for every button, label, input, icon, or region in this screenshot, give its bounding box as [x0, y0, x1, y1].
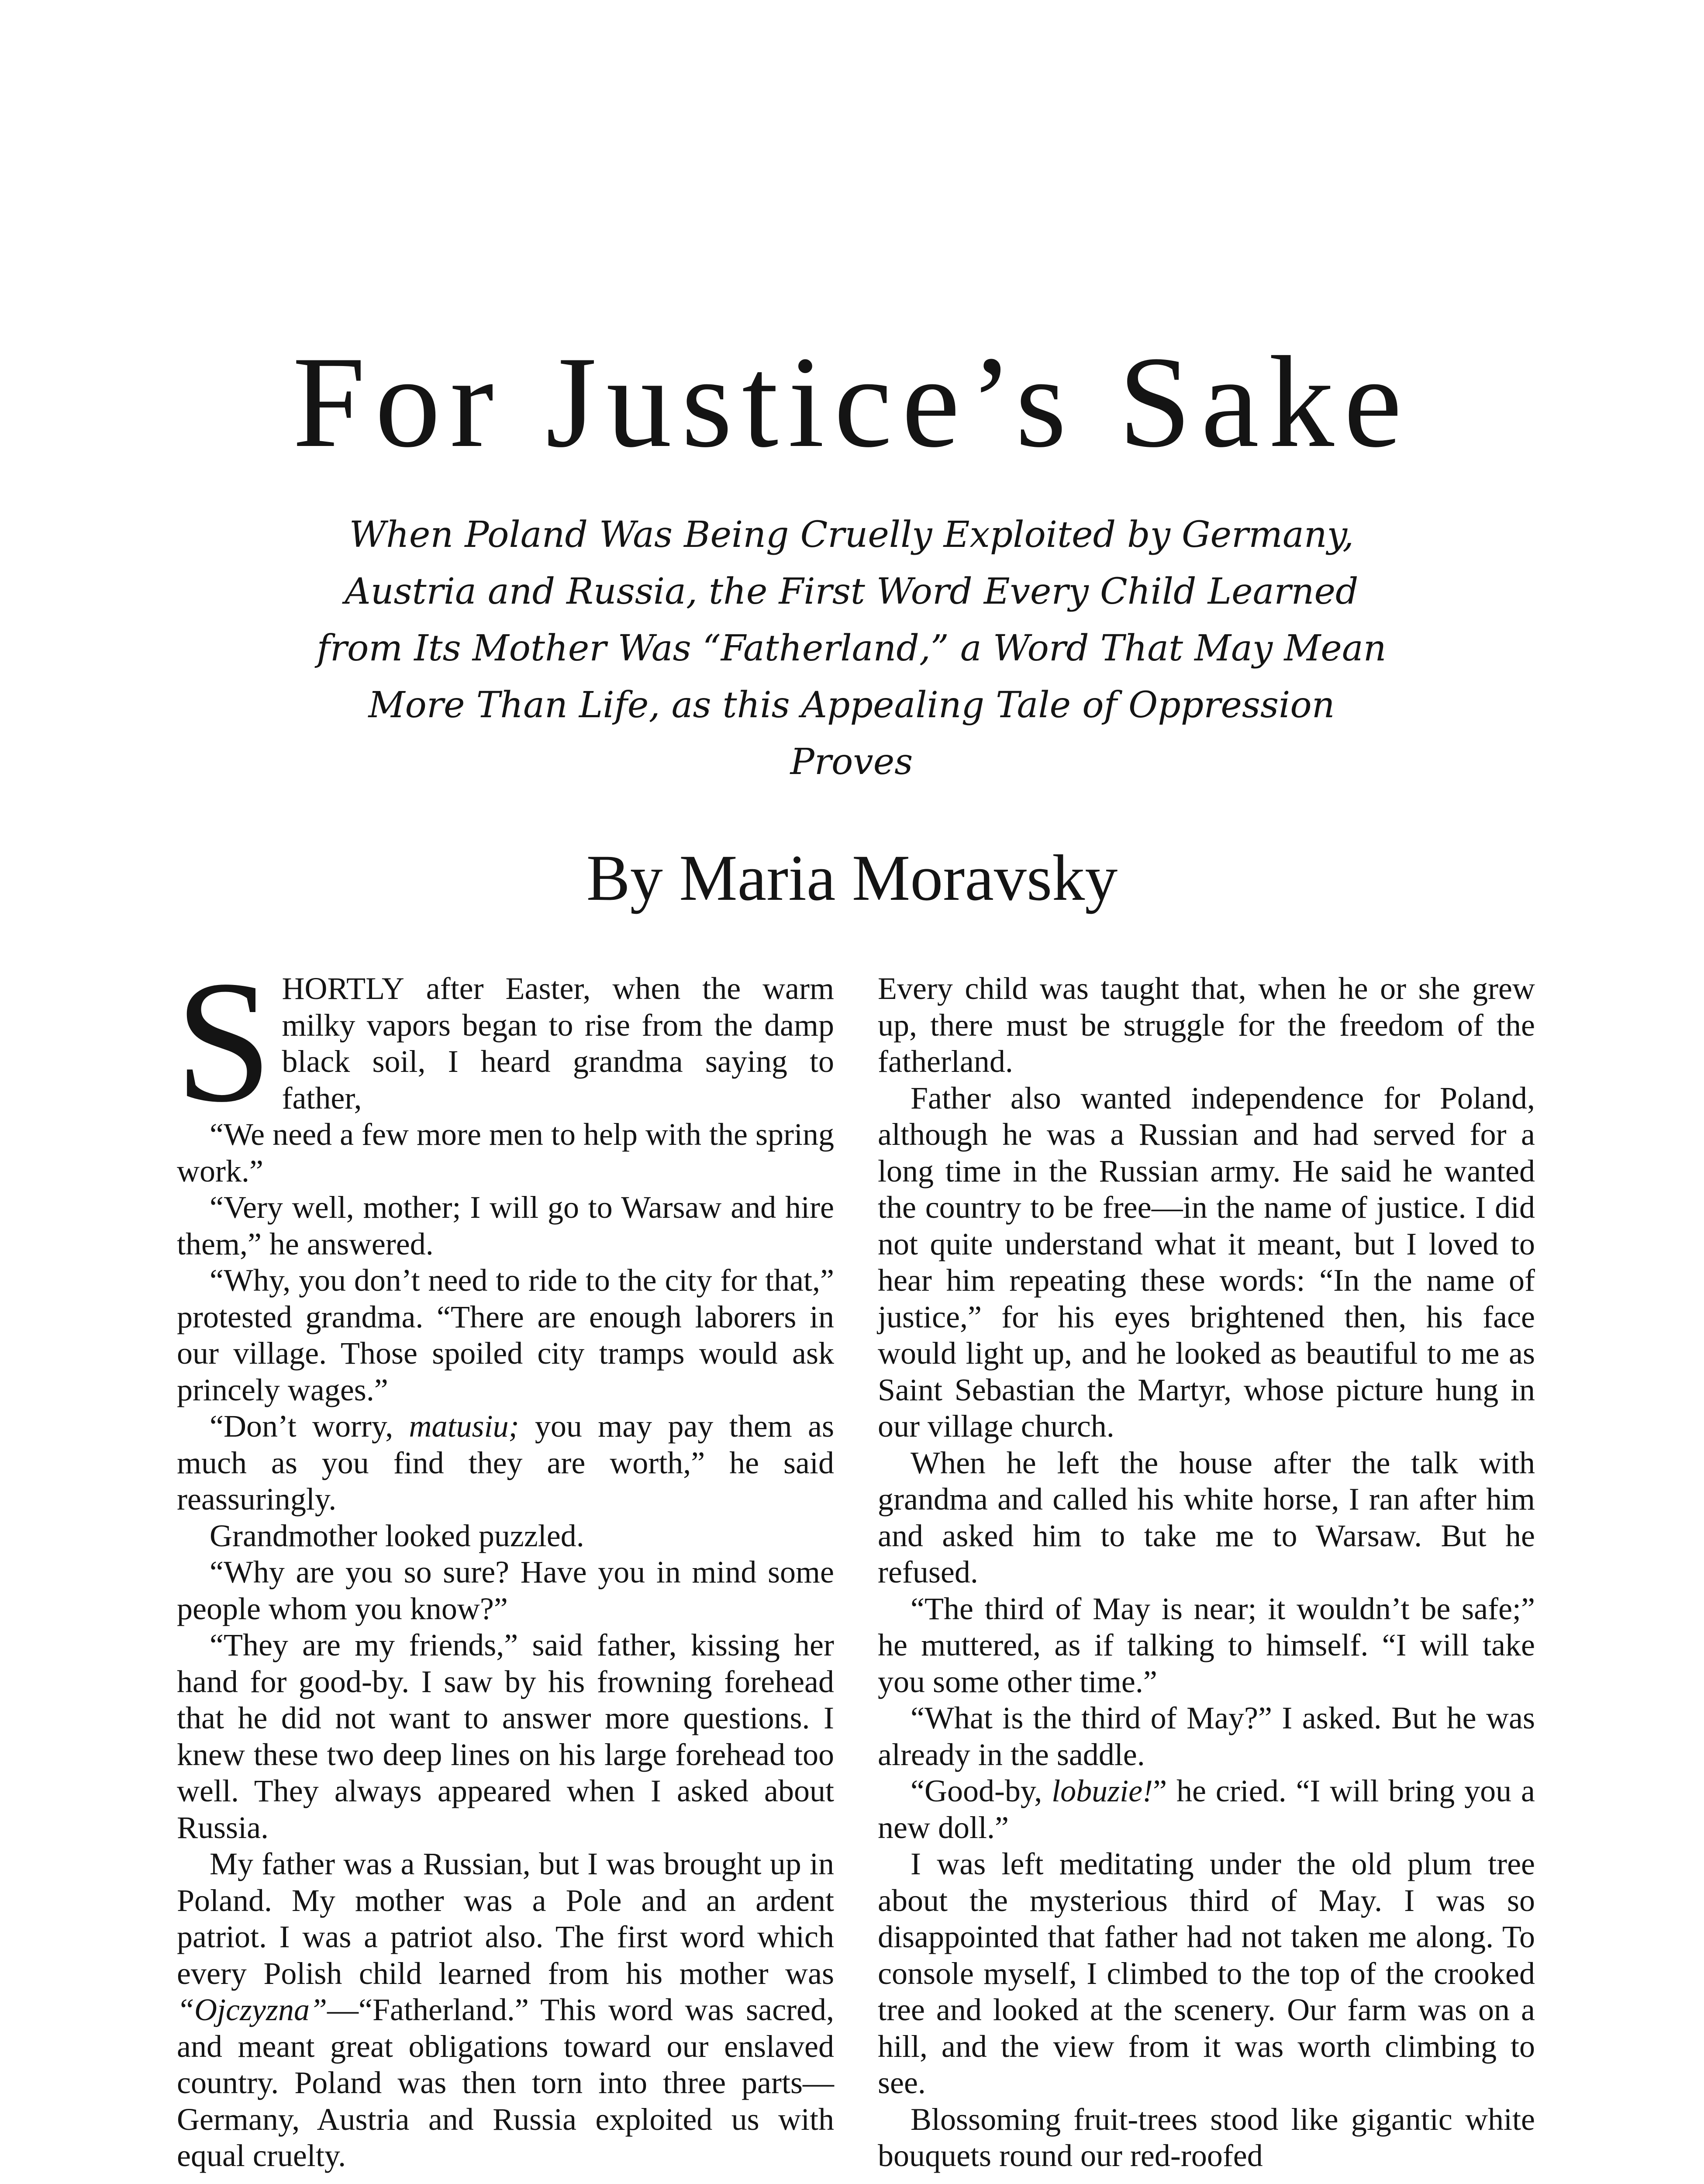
- italic-word: lobuzie!: [1052, 1773, 1153, 1808]
- italic-word: matusiu;: [409, 1409, 519, 1444]
- article-byline: By Maria Moravsky: [586, 842, 1118, 914]
- paragraph: Blossoming fruit-trees stood like gigantic white bouquets round our red-roofed: [878, 2101, 1535, 2173]
- drop-cap: S: [175, 945, 273, 1138]
- article-subtitle: When Poland Was Being Cruelly Exploited by Germany, Austria and Russia, the First Word Every Child Learned from Its Mother Was “Fatherland,” a Word That May Mean More Than Life, as this Appealing Tale of Oppression Proves: [317, 514, 1387, 783]
- paragraph-text: ” he cried. “I will bring you a new doll.”: [878, 1773, 1535, 1845]
- paragraph: Grandmother looked puzzled.: [210, 1518, 584, 1553]
- article-title: For Justice’s Sake: [292, 329, 1412, 474]
- text-column-right: [878, 971, 1535, 2174]
- paragraph: “We need a few more men to help with the spring work.”: [177, 1117, 834, 1189]
- text-column-left: [175, 945, 835, 2174]
- paragraph: “Why, you don’t need to ride to the city for that,” protested grandma. “There are enough laborers in our village. Those spoiled city tramps would ask princely wages.”: [177, 1263, 834, 1407]
- paragraph-text: “Good-by,: [911, 1773, 1052, 1808]
- opening-smallcaps: HORTLY: [282, 971, 404, 1006]
- paragraph: “Very well, mother; I will go to Warsaw and hire them,” he answered.: [177, 1190, 834, 1261]
- paragraph: I was left meditating under the old plum tree about the mysterious third of May. I was so disappointed that father had not taken me along. To console myself, I climbed to the top of the crooked tree and looked at the scenery. Our farm was on a hill, and the view from it was worth climbing to see.: [878, 1846, 1535, 2100]
- italic-word: “Ojczyzna”: [177, 1992, 328, 2027]
- paragraph-text: My father was a Russian, but I was brought up in Poland. My mother was a Pole and an ardent patriot. I was a patriot also. The first word which every Polish child learned from his mother was: [177, 1846, 834, 1991]
- paragraph: [177, 1846, 834, 2174]
- paragraph: When he left the house after the talk with grandma and called his white horse, I ran after him and asked him to take me to Warsaw. But he refused.: [878, 1445, 1535, 1590]
- paragraph: “What is the third of May?” I asked. But he was already in the saddle.: [878, 1700, 1535, 1772]
- paragraph-text: you may pay them as much as you find they are worth,” he said reassuringly.: [177, 1409, 835, 1517]
- paragraph: “Why are you so sure? Have you in mind some people whom you know?”: [177, 1555, 834, 1626]
- paragraph: Father also wanted independence for Poland, although he was a Russian and had served for a long time in the Russian army. He said he wanted the country to be free—in the name of justice. I did not quite understand what it meant, but I loved to hear him repeating these words: “In the name of justice,” for his eyes brightened then, his face would light up, and he looked as beautiful to me as Saint Sebastian the Martyr, whose picture hung in our village church.: [878, 1080, 1535, 1444]
- opening-paragraph: [175, 945, 834, 1138]
- paragraph-text: “Don’t worry,: [210, 1409, 409, 1444]
- paragraph: [177, 1408, 834, 1518]
- paragraph-text: —“Fatherland.” This word was sacred, and meant great obligations toward our enslaved country. Poland was then torn into three parts—Germany, Austria and Russia exploited us with equal cruelty.: [177, 1992, 834, 2173]
- paragraph: “They are my friends,” said father, kissing her hand for good-by. I saw by his frowning forehead that he did not want to answer more questions. I knew these two deep lines on his large forehead too well. They always appeared when I asked about Russia.: [177, 1628, 834, 1845]
- paragraph: [878, 1773, 1535, 1846]
- paragraph: “The third of May is near; it wouldn’t be safe;” he muttered, as if talking to himself. “I will take you some other time.”: [878, 1591, 1535, 1699]
- paragraph: Every child was taught that, when he or she grew up, there must be struggle for the freedom of the fatherland.: [878, 971, 1535, 1079]
- opening-text: after Easter, when the warm milky vapors began to rise from the damp black soil, I heard grandma saying to father,: [282, 971, 834, 1116]
